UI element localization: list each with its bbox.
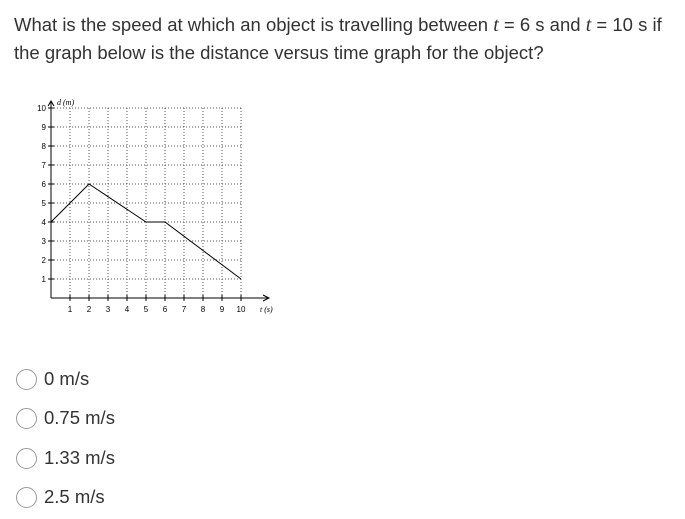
option-2[interactable] xyxy=(16,443,115,473)
option-label: 0.75 m/s xyxy=(44,407,115,428)
radio-button[interactable] xyxy=(16,369,37,390)
x-tick-label: 8 xyxy=(200,305,206,314)
option-0[interactable] xyxy=(16,364,89,394)
x-tick-label: 6 xyxy=(162,305,168,314)
question-text: What is the speed at which an object is travelling between t = 6 s and t = 10 s if the graph below is the distance versus time graph for the object? xyxy=(14,14,662,63)
x-tick-label: 10 xyxy=(236,305,246,314)
y-tick-label: 1 xyxy=(41,275,46,284)
x-tick-label: 2 xyxy=(86,305,92,314)
y-tick-label: 3 xyxy=(41,237,46,246)
x-tick-label: 4 xyxy=(124,305,130,314)
y-tick-label: 9 xyxy=(41,123,46,132)
x-tick-label: 1 xyxy=(67,305,73,314)
option-3[interactable] xyxy=(16,482,105,512)
radio-button[interactable] xyxy=(16,408,37,429)
y-tick-label: 10 xyxy=(37,104,46,113)
y-axis-label: d (m) xyxy=(57,98,75,107)
option-label: 2.5 m/s xyxy=(44,486,105,507)
y-tick-label: 2 xyxy=(41,256,46,265)
x-tick-label: 3 xyxy=(105,305,111,314)
radio-button[interactable] xyxy=(16,487,37,508)
radio-button[interactable] xyxy=(16,448,37,469)
option-label: 0 m/s xyxy=(44,368,90,389)
option-label: 1.33 m/s xyxy=(44,447,115,468)
y-tick-label: 8 xyxy=(41,142,46,151)
y-tick-label: 5 xyxy=(41,199,46,208)
distance-time-graph xyxy=(30,94,290,320)
y-tick-label: 4 xyxy=(41,218,46,227)
option-1[interactable] xyxy=(16,403,115,433)
x-tick-label: 5 xyxy=(143,305,149,314)
x-axis-label: t (s) xyxy=(260,305,273,314)
x-tick-label: 9 xyxy=(219,305,225,314)
y-tick-label: 6 xyxy=(41,180,46,189)
x-tick-label: 7 xyxy=(181,305,187,314)
y-tick-label: 7 xyxy=(41,161,46,170)
